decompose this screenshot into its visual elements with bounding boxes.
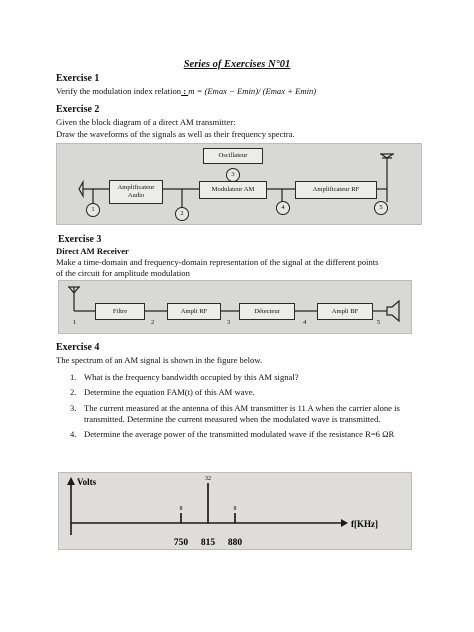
exercise-3-heading: Exercise 3 [58, 234, 102, 245]
question-item: 4. Determine the average power of the transmitted modulated wave if the resistance R=6 ΩR [70, 429, 395, 440]
detector-block: Détecteur [239, 303, 295, 320]
rx-point-3: 3 [227, 319, 231, 326]
y-axis-label: Volts [77, 477, 97, 487]
bf-amp-block: Ampli BF [317, 303, 373, 320]
rf-amplifier-block: Amplificateur RF [295, 181, 377, 199]
exercise-4-intro: The spectrum of an AM signal is shown in the figure below. [56, 355, 263, 365]
rx-point-5: 5 [377, 319, 381, 326]
spectrum-plot [59, 473, 411, 549]
spectral-line-label: 32 [205, 476, 211, 482]
transmitter-block-diagram [56, 143, 422, 225]
test-point-1: 1 [86, 203, 100, 217]
x-axis-arrow [341, 519, 348, 527]
exercise-3-line-1: Make a time-domain and frequency-domain representation of the signal at the different points [56, 257, 379, 267]
question-item: 3. The current measured at the antenna of this AM transmitter is 11 A when the carrier alone is transmitted. Determine the current measured when the modulated wave is transmitted. [70, 402, 400, 425]
test-point-5: 5 [374, 201, 388, 215]
rf-amp-block: Ampli RF [167, 303, 221, 320]
exercise-2-line-1: Given the block diagram of a direct AM transmitter: [56, 117, 236, 127]
test-point-4: 4 [276, 201, 290, 215]
exercise-1-statement: Verify the modulation index relation [56, 86, 182, 96]
x-axis-label: f[KHz] [351, 519, 378, 529]
page-title: Series of Exercises N°01 [183, 59, 291, 70]
exercise-1-colon: : [181, 86, 189, 96]
am-spectrum-chart [58, 472, 412, 550]
exercise-4-questions [56, 372, 416, 445]
exercise-4-heading: Exercise 4 [56, 342, 100, 353]
frequency-tick-label: 815 [200, 538, 216, 548]
rx-point-4: 4 [303, 319, 307, 326]
modulation-index-formula: m = (Emax − Emin)/ (Emax + Emin) [188, 86, 317, 96]
test-point-2: 2 [175, 207, 189, 221]
receiver-block-diagram [58, 280, 412, 334]
filter-block: Filtre [95, 303, 145, 320]
exercise-2-heading: Exercise 2 [56, 104, 100, 115]
rx-point-2: 2 [151, 319, 155, 326]
exercise-3-subheading: Direct AM Receiver [56, 246, 129, 256]
audio-amplifier-block: Amplificateur Audio [109, 180, 163, 204]
question-item: 2. Determine the equation FAM(t) of this AM wave. [70, 387, 255, 398]
spectral-line-label: 8 [233, 506, 237, 512]
exercise-1-heading: Exercise 1 [56, 73, 100, 84]
oscillator-block: Oscillateur [203, 148, 263, 164]
exercise-3-line-2: of the circuit for amplitude modulation [56, 268, 190, 278]
frequency-tick-label: 880 [227, 538, 243, 548]
question-item: 1. What is the frequency bandwidth occupied by this AM signal? [70, 372, 299, 382]
am-modulator-block: Modulateur AM [199, 181, 267, 199]
exercise-1-text [56, 86, 316, 97]
rx-point-1: 1 [73, 319, 77, 326]
test-point-3: 3 [226, 168, 240, 182]
spectral-line-label: 8 [179, 506, 183, 512]
frequency-tick-label: 750 [173, 538, 189, 548]
y-axis-arrow [67, 477, 75, 485]
exercise-2-line-2: Draw the waveforms of the signals as well as their frequency spectra. [56, 129, 295, 139]
